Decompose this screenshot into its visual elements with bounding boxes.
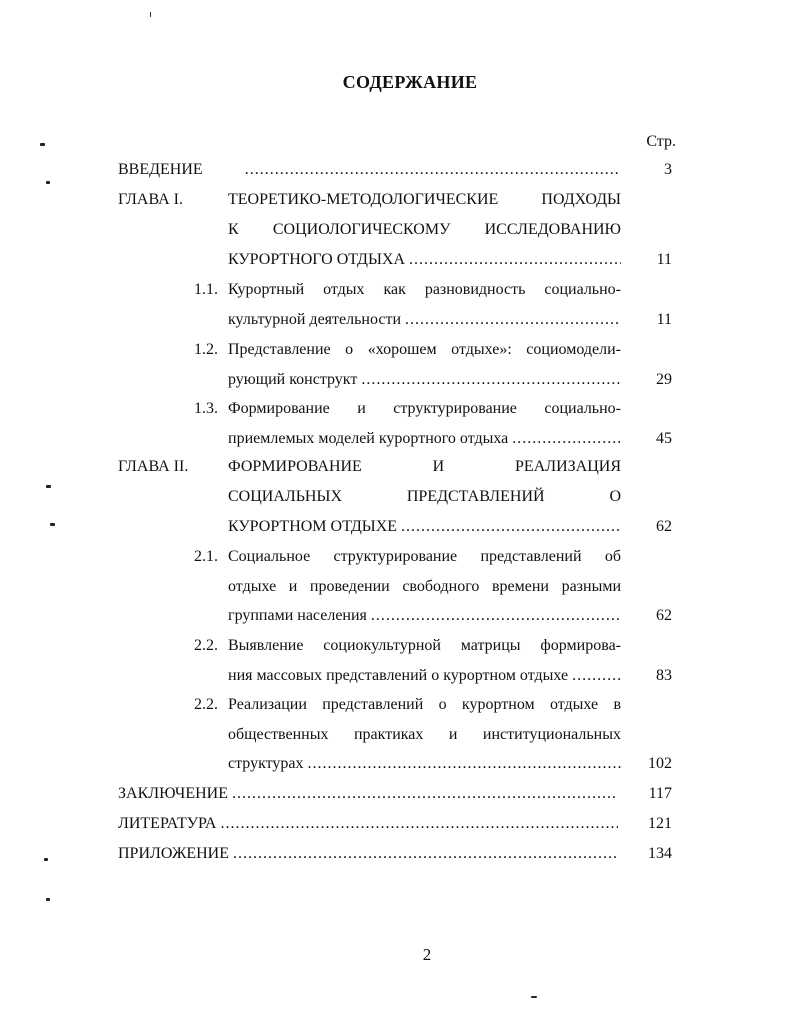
- scan-speck: [40, 143, 45, 146]
- toc-label: ВВЕДЕНИЕ: [118, 161, 203, 178]
- toc-text-line: КУРОРТНОГО ОТДЫХА: [228, 251, 406, 268]
- leader-dots: [220, 812, 618, 836]
- toc-text-line: КУРОРТНОМ ОТДЫХЕ: [228, 518, 398, 535]
- toc-text-line: ния массовых представлений о курортном отдыхе: [228, 667, 569, 684]
- toc-text-line: структурах: [228, 755, 304, 772]
- toc-number: 2.1.: [194, 548, 218, 565]
- toc-text-line: отдыхе и проведении свободного времени разными: [228, 578, 621, 595]
- toc-entry-introduction: [0, 158, 791, 182]
- toc-entry-references: [0, 812, 791, 836]
- leader-dots: [401, 515, 621, 539]
- scan-speck: [44, 858, 48, 861]
- toc-text-line: культурной деятельности: [228, 311, 402, 328]
- toc-text-line: ТЕОРЕТИКО-МЕТОДОЛОГИЧЕСКИЕ ПОДХОДЫ: [228, 191, 621, 208]
- page-column-header: Стр.: [646, 133, 676, 150]
- toc-text-line: Выявление социокультурной матрицы формирова-: [228, 637, 621, 654]
- page-number: 2: [422, 945, 432, 964]
- toc-text-line: общественных практиках и институциональных: [228, 726, 621, 743]
- leader-dots: [361, 368, 621, 392]
- scan-speck: [531, 996, 537, 998]
- leader-dots: [308, 752, 621, 776]
- toc-number: 2.2.: [194, 696, 218, 713]
- leader-dots: [245, 158, 618, 182]
- scan-speck: [50, 523, 55, 526]
- toc-label: ПРИЛОЖЕНИЕ: [118, 845, 230, 862]
- toc-page: 83: [656, 667, 672, 684]
- toc-page: 102: [648, 755, 672, 772]
- leader-dots: [371, 604, 621, 628]
- toc-number: 1.3.: [194, 400, 218, 417]
- toc-entry-appendix: [0, 842, 791, 866]
- toc-label: ЗАКЛЮЧЕНИЕ: [118, 785, 228, 802]
- toc-page: 62: [656, 607, 672, 624]
- toc-text-line: группами населения: [228, 607, 367, 624]
- leader-dots: [512, 427, 621, 451]
- toc-label: ГЛАВА I.: [118, 191, 183, 208]
- leader-dots: [233, 842, 618, 866]
- toc-page: 121: [648, 815, 672, 832]
- toc-text-line: СОЦИАЛЬНЫХ ПРЕДСТАВЛЕНИЙ О: [228, 488, 621, 505]
- toc-page: 117: [648, 785, 672, 802]
- toc-label: ГЛАВА II.: [118, 458, 189, 475]
- scan-speck: [46, 898, 50, 901]
- toc-text-line: приемлемых моделей курортного отдыха: [228, 430, 509, 447]
- scan-speck: [46, 485, 51, 488]
- toc-page: 11: [656, 251, 672, 268]
- toc-number: 1.2.: [194, 341, 218, 358]
- toc-text-line: Формирование и структурирование социально-: [228, 400, 621, 417]
- toc-page: 134: [648, 845, 672, 862]
- page-title: СОДЕРЖАНИЕ: [342, 72, 478, 92]
- toc-text-line: Курортный отдых как разновидность социально-: [228, 281, 621, 298]
- toc-label: ЛИТЕРАТУРА: [118, 815, 217, 832]
- leader-dots: [409, 248, 621, 272]
- toc-page: 29: [656, 371, 672, 388]
- toc-page: 3: [664, 161, 672, 178]
- toc-text-line: К СОЦИОЛОГИЧЕСКОМУ ИССЛЕДОВАНИЮ: [228, 221, 621, 238]
- toc-page: 62: [656, 518, 672, 535]
- toc-entry-conclusion: [0, 782, 791, 806]
- toc-text-line: Социальное структурирование представлений об: [228, 548, 621, 565]
- toc-text-line: рующий конструкт: [228, 371, 358, 388]
- leader-dots: [232, 782, 618, 806]
- leader-dots: [405, 308, 621, 332]
- toc-number: 1.1.: [194, 281, 218, 298]
- toc-page: 11: [656, 311, 672, 328]
- toc-text-line: Реализации представлений о курортном отдыхе в: [228, 696, 621, 713]
- toc-text-line: ФОРМИРОВАНИЕ И РЕАЛИЗАЦИЯ: [228, 458, 621, 475]
- scan-speck: [46, 181, 50, 184]
- toc-page: 45: [656, 430, 672, 447]
- toc-text-line: Представление о «хорошем отдыхе»: социомодели-: [228, 341, 621, 358]
- leader-dots: [572, 664, 621, 688]
- scan-speck: [150, 12, 151, 17]
- toc-number: 2.2.: [194, 637, 218, 654]
